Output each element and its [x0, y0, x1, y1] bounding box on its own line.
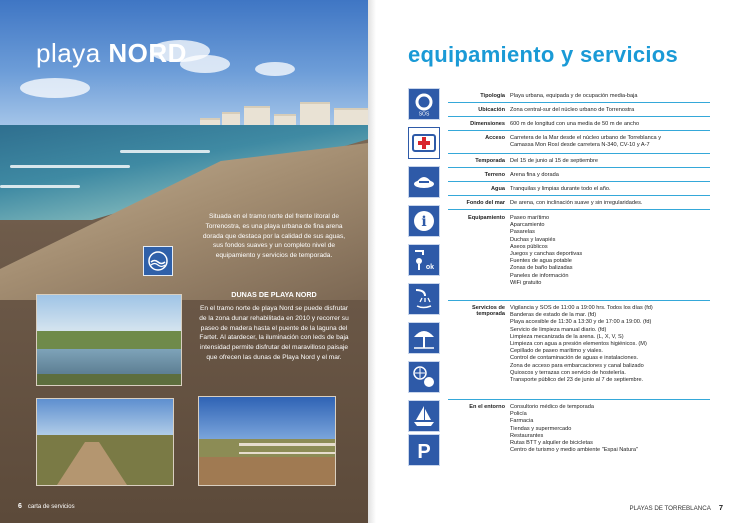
row-label: Temporada [475, 158, 505, 164]
dunas-text: En el tramo norte de playa Nord se puede disfrutar de la zona dunar rehabilitada en 2010 y recorrer su paseo de madera hasta el puente de la laguna del Fartet. Al atardecer, la iluminación con leds de baja intensidad permite disfrutar del maravilloso paisaje que ofrecen las dunas de Playa Nord y el mar. [199, 305, 349, 361]
page-number-left: 6 [18, 503, 22, 510]
shower-accessible-icon [408, 244, 440, 276]
row-value: Del 15 de junio al 15 de septiembre [510, 158, 599, 164]
row-label: Dimensiones [470, 121, 505, 127]
footer-right-text: PLAYAS DE TORREBLANCA [629, 505, 711, 512]
footer-left [18, 503, 75, 510]
page-title-left [36, 38, 187, 69]
row-label: Ubicación [478, 107, 505, 113]
row-label: Fondo del mar [466, 200, 505, 206]
boardwalk-photo [36, 398, 174, 486]
right-page [368, 0, 737, 523]
left-page [0, 0, 368, 523]
row-label: Tipología [480, 93, 505, 99]
info-letter: i [421, 214, 427, 230]
table-row [448, 92, 710, 103]
row-value: Consultorio médico de temporada Policía Farmacia Tiendas y supermercado Restaurantes Rutas BTT y alquiler de bicicletas Centro de turismo y medio ambiente "Espai Natura" [510, 404, 639, 454]
row-label: Servicios de temporada [472, 305, 505, 317]
shower-icon [408, 283, 440, 315]
row-value: Arena fina y dorada [510, 172, 559, 178]
table-row [448, 106, 710, 117]
lagoon-photo [36, 294, 182, 386]
blue-flag-icon [143, 246, 173, 276]
footer-right [629, 503, 723, 512]
parking-icon [408, 434, 440, 466]
table-row [448, 134, 710, 154]
row-value: Paseo marítimo Aparcamiento Pasarelas Duchas y lavapiés Aseos públicos Juegos y canchas deportivas Fuentes de agua potable Zonas de baño balizadas Paneles de información WiFi gratuito [510, 215, 583, 286]
info-icon [408, 205, 440, 237]
table-row [448, 120, 710, 131]
row-value: Zona central-sur del núcleo urbano de Torrenostra [510, 107, 635, 113]
dunas-heading: DUNAS DE PLAYA NORD [231, 290, 317, 299]
table-row [448, 214, 710, 301]
beach-umbrella-icon [408, 322, 440, 354]
dune-walkway-photo [198, 396, 336, 486]
row-label: Agua [491, 186, 505, 192]
title-bold: NORD [108, 38, 187, 68]
sports-icon [408, 361, 440, 393]
row-label: Terreno [484, 172, 505, 178]
first-aid-icon [408, 127, 440, 159]
page-number-right: 7 [718, 503, 723, 512]
row-label: En el entorno [469, 404, 505, 410]
row-value: De arena, con inclinación suave y sin irregularidades. [510, 200, 643, 206]
sailboat-icon [408, 400, 440, 432]
intro-text: Situada en el tramo norte del frente litoral de Torrenostra, es una playa urbana de fina arena dorada que destaca por la calidad de sus aguas, sus fondos suaves y un completo nivel de equipamiento y servicios de temporada. [202, 213, 346, 260]
row-value: Carretera de la Mar desde el núcleo urbano de Torreblanca y Camassa Mon Rosí desde carretera N-340, CV-10 y A-7 [510, 135, 662, 149]
table-row [448, 171, 710, 182]
row-value: Vigilancia y SOS de 11:00 a 19:00 hrs. Todos los días (fd) Banderas de estado de la mar. (fd) Playa accesible de 11:30 a 13:30 y de 17:00 a 19:00. (fd) Servicio de limpieza manual diario. (fd) Limpieza mecanizada de la arena. (L, X, V, S) Limpieza con agua a presión elementos higiénicos. (M) Cepillado de paseo marítimo y viales. Control de contaminación de aguas e instalaciones. Zona de acceso para embarcaciones y canal balizado Quioscos y terrazas con servicio de hostelería. Transporte público del 23 de junio al 7 de septiembre. [510, 305, 653, 384]
table-row [448, 403, 710, 465]
table-row [448, 157, 710, 168]
lifeguard-cap-icon [408, 166, 440, 198]
row-label: Equipamiento [468, 215, 505, 221]
sos-label: SOS [418, 111, 430, 117]
page-spine [368, 0, 376, 523]
row-value: 600 m de longitud con una media de 50 m de ancho [510, 121, 640, 127]
parking-letter: P [417, 441, 431, 463]
lifeguard-sos-icon [408, 88, 440, 120]
table-row [448, 185, 710, 196]
row-value: Tranquilas y limpias durante todo el año. [510, 186, 611, 192]
page-title-right: equipamiento y servicios [408, 42, 679, 67]
row-value: Playa urbana, equipada y de ocupación media-baja [510, 93, 638, 99]
footer-left-text: carta de servicios [27, 504, 75, 510]
title-light: playa [36, 38, 101, 68]
table-row [448, 304, 710, 400]
ok-label: ok [425, 264, 435, 271]
table-row [448, 199, 710, 210]
row-label: Acceso [485, 135, 505, 141]
